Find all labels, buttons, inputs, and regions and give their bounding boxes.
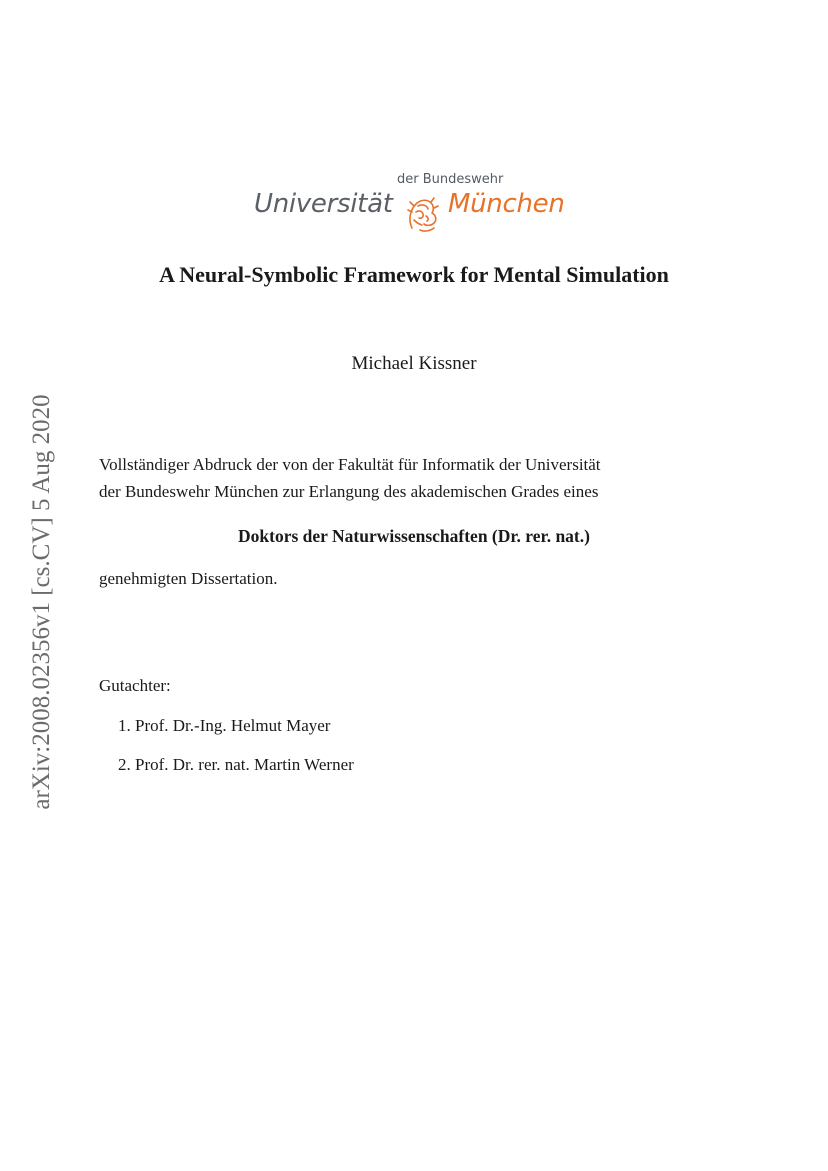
logo-word-universitaet: Universität xyxy=(254,189,393,219)
arxiv-identifier-stamp: arXiv:2008.02356v1 [cs.CV] 5 Aug 2020 xyxy=(28,394,55,810)
reviewer-item: 1. Prof. Dr.-Ing. Helmut Mayer xyxy=(118,716,331,735)
reviewer-item: 2. Prof. Dr. rer. nat. Martin Werner xyxy=(118,755,354,774)
university-logo xyxy=(254,170,584,240)
reviewers-label: Gutachter: xyxy=(99,676,171,695)
statement-line-3: genehmigten Dissertation. xyxy=(99,569,278,588)
university-seal-icon xyxy=(404,190,442,234)
logo-subtitle: der Bundeswehr xyxy=(397,172,504,187)
author-name: Michael Kissner xyxy=(351,353,477,374)
reviewers-list xyxy=(118,716,354,794)
logo-word-muenchen: München xyxy=(448,189,565,219)
thesis-title: A Neural-Symbolic Framework for Mental Simulation xyxy=(159,262,669,287)
statement-line-2: der Bundeswehr München zur Erlangung des akademischen Grades eines xyxy=(99,482,599,501)
statement-line-1: Vollständiger Abdruck der von der Fakultät für Informatik der Universität xyxy=(99,455,601,474)
degree-title: Doktors der Naturwissenschaften (Dr. rer. nat.) xyxy=(238,526,590,546)
